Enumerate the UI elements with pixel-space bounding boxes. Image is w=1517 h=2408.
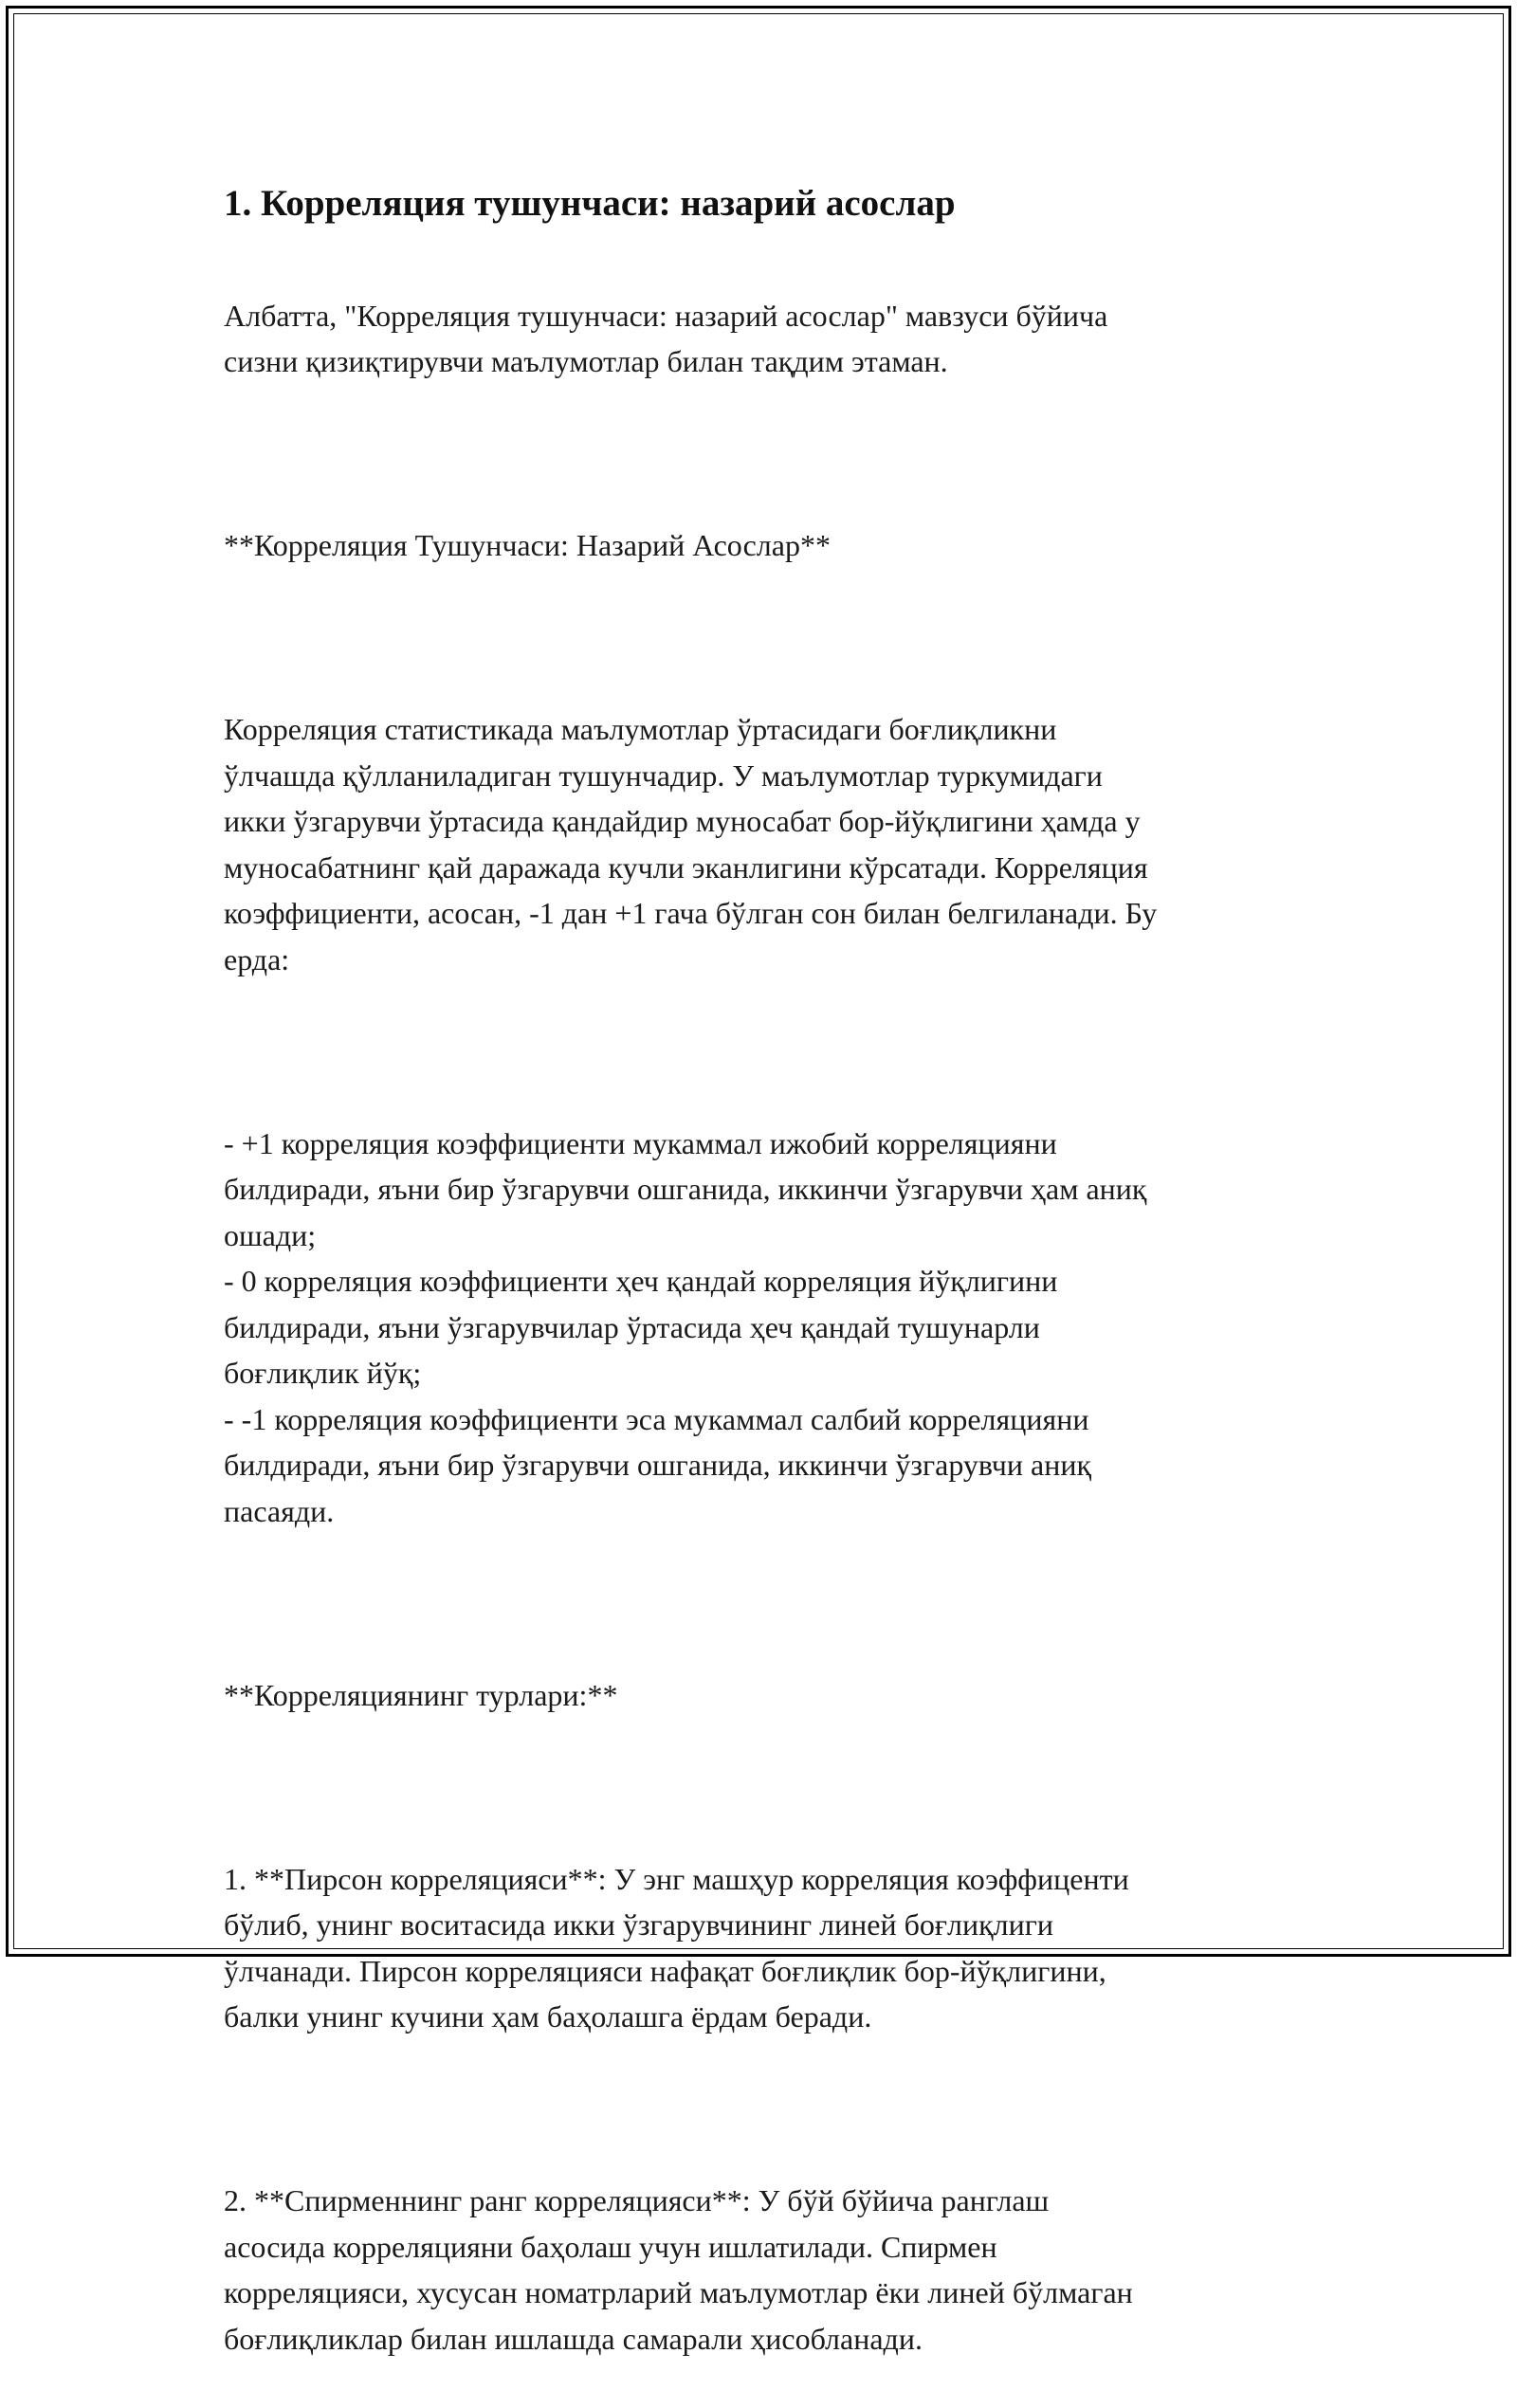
- coefficient-list: - +1 корреляция коэффициенти мукаммал ижобий корреляцияни билдиради, яъни бир ўзгарувчи ошганида, иккинчи ўзгарувчи ҳам аниқ ошади; - 0 корреляция коэффициенти ҳеч қандай корреляция йўқлигини билдиради, яъни ўзгарувчилар ўртасида ҳеч қандай тушунарли боғлиқлик йўқ; - -1 корреляция коэффициенти эса мукаммал салбий корреляцияни билдиради, яъни бир ўзгарувчи ошганида, иккинчи ўзгарувчи аниқ пасаяди.: [224, 1125, 1147, 1528]
- paragraph-gap: [224, 1029, 1314, 1075]
- document-body: [224, 246, 1314, 2408]
- definition-paragraph: Корреляция статистикада маълумотлар ўртасидаги боғлиқликни ўлчашда қўлланиладиган тушунчадир. У маълумотлар туркумидаги икки ўзгарувчи ўртасида қандайдир муносабат бор-йўқлигини ҳамда у муносабатнинг қай даражада кучли эканлигини кўрсатади. Корреляция коэффициенти, асосан, -1 дан +1 гача бўлган сон билан белгиланади. Бу ерда:: [224, 712, 1158, 976]
- types-heading-paragraph: **Корреляциянинг турлари:**: [224, 1677, 618, 1712]
- paragraph-gap: [224, 2086, 1314, 2132]
- subtitle-paragraph: **Корреляция Тушунчаси: Назарий Асослар**: [224, 528, 831, 562]
- intro-paragraph: Албатта, "Корреляция тушунчаси: назарий асослар" мавзуси бўйича сизни қизиқтирувчи маълумотлар билан тақдим этаман.: [224, 298, 1108, 378]
- document-content: [224, 180, 1314, 2408]
- paragraph-gap: [224, 614, 1314, 661]
- paragraph-gap: [224, 430, 1314, 477]
- document-heading: 1. Корреляция тушунчаси: назарий асослар: [224, 183, 956, 224]
- pearson-paragraph: 1. **Пирсон корреляцияси**: У энг машҳур корреляция коэффиценти бўлиб, унинг воситасида икки ўзгарувчининг линей боғлиқлиги ўлчанади. Пирсон корреляцияси нафақат боғлиқлик бор-йўқлигини, балки унинг кучини ҳам баҳолашга ёрдам беради.: [224, 1861, 1129, 2034]
- paragraph-gap: [224, 1580, 1314, 1627]
- paragraph-gap: [224, 1764, 1314, 1811]
- spearman-paragraph: 2. **Спирменнинг ранг корреляцияси**: У бўй бўйича ранглаш асосида корреляцияни баҳолаш учун ишлатилади. Спирмен корреляцияси, хусусан номатрларий маълумотлар ёки линей бўлмаган боғлиқликлар билан ишлашда самарали ҳисобланади.: [224, 2183, 1133, 2356]
